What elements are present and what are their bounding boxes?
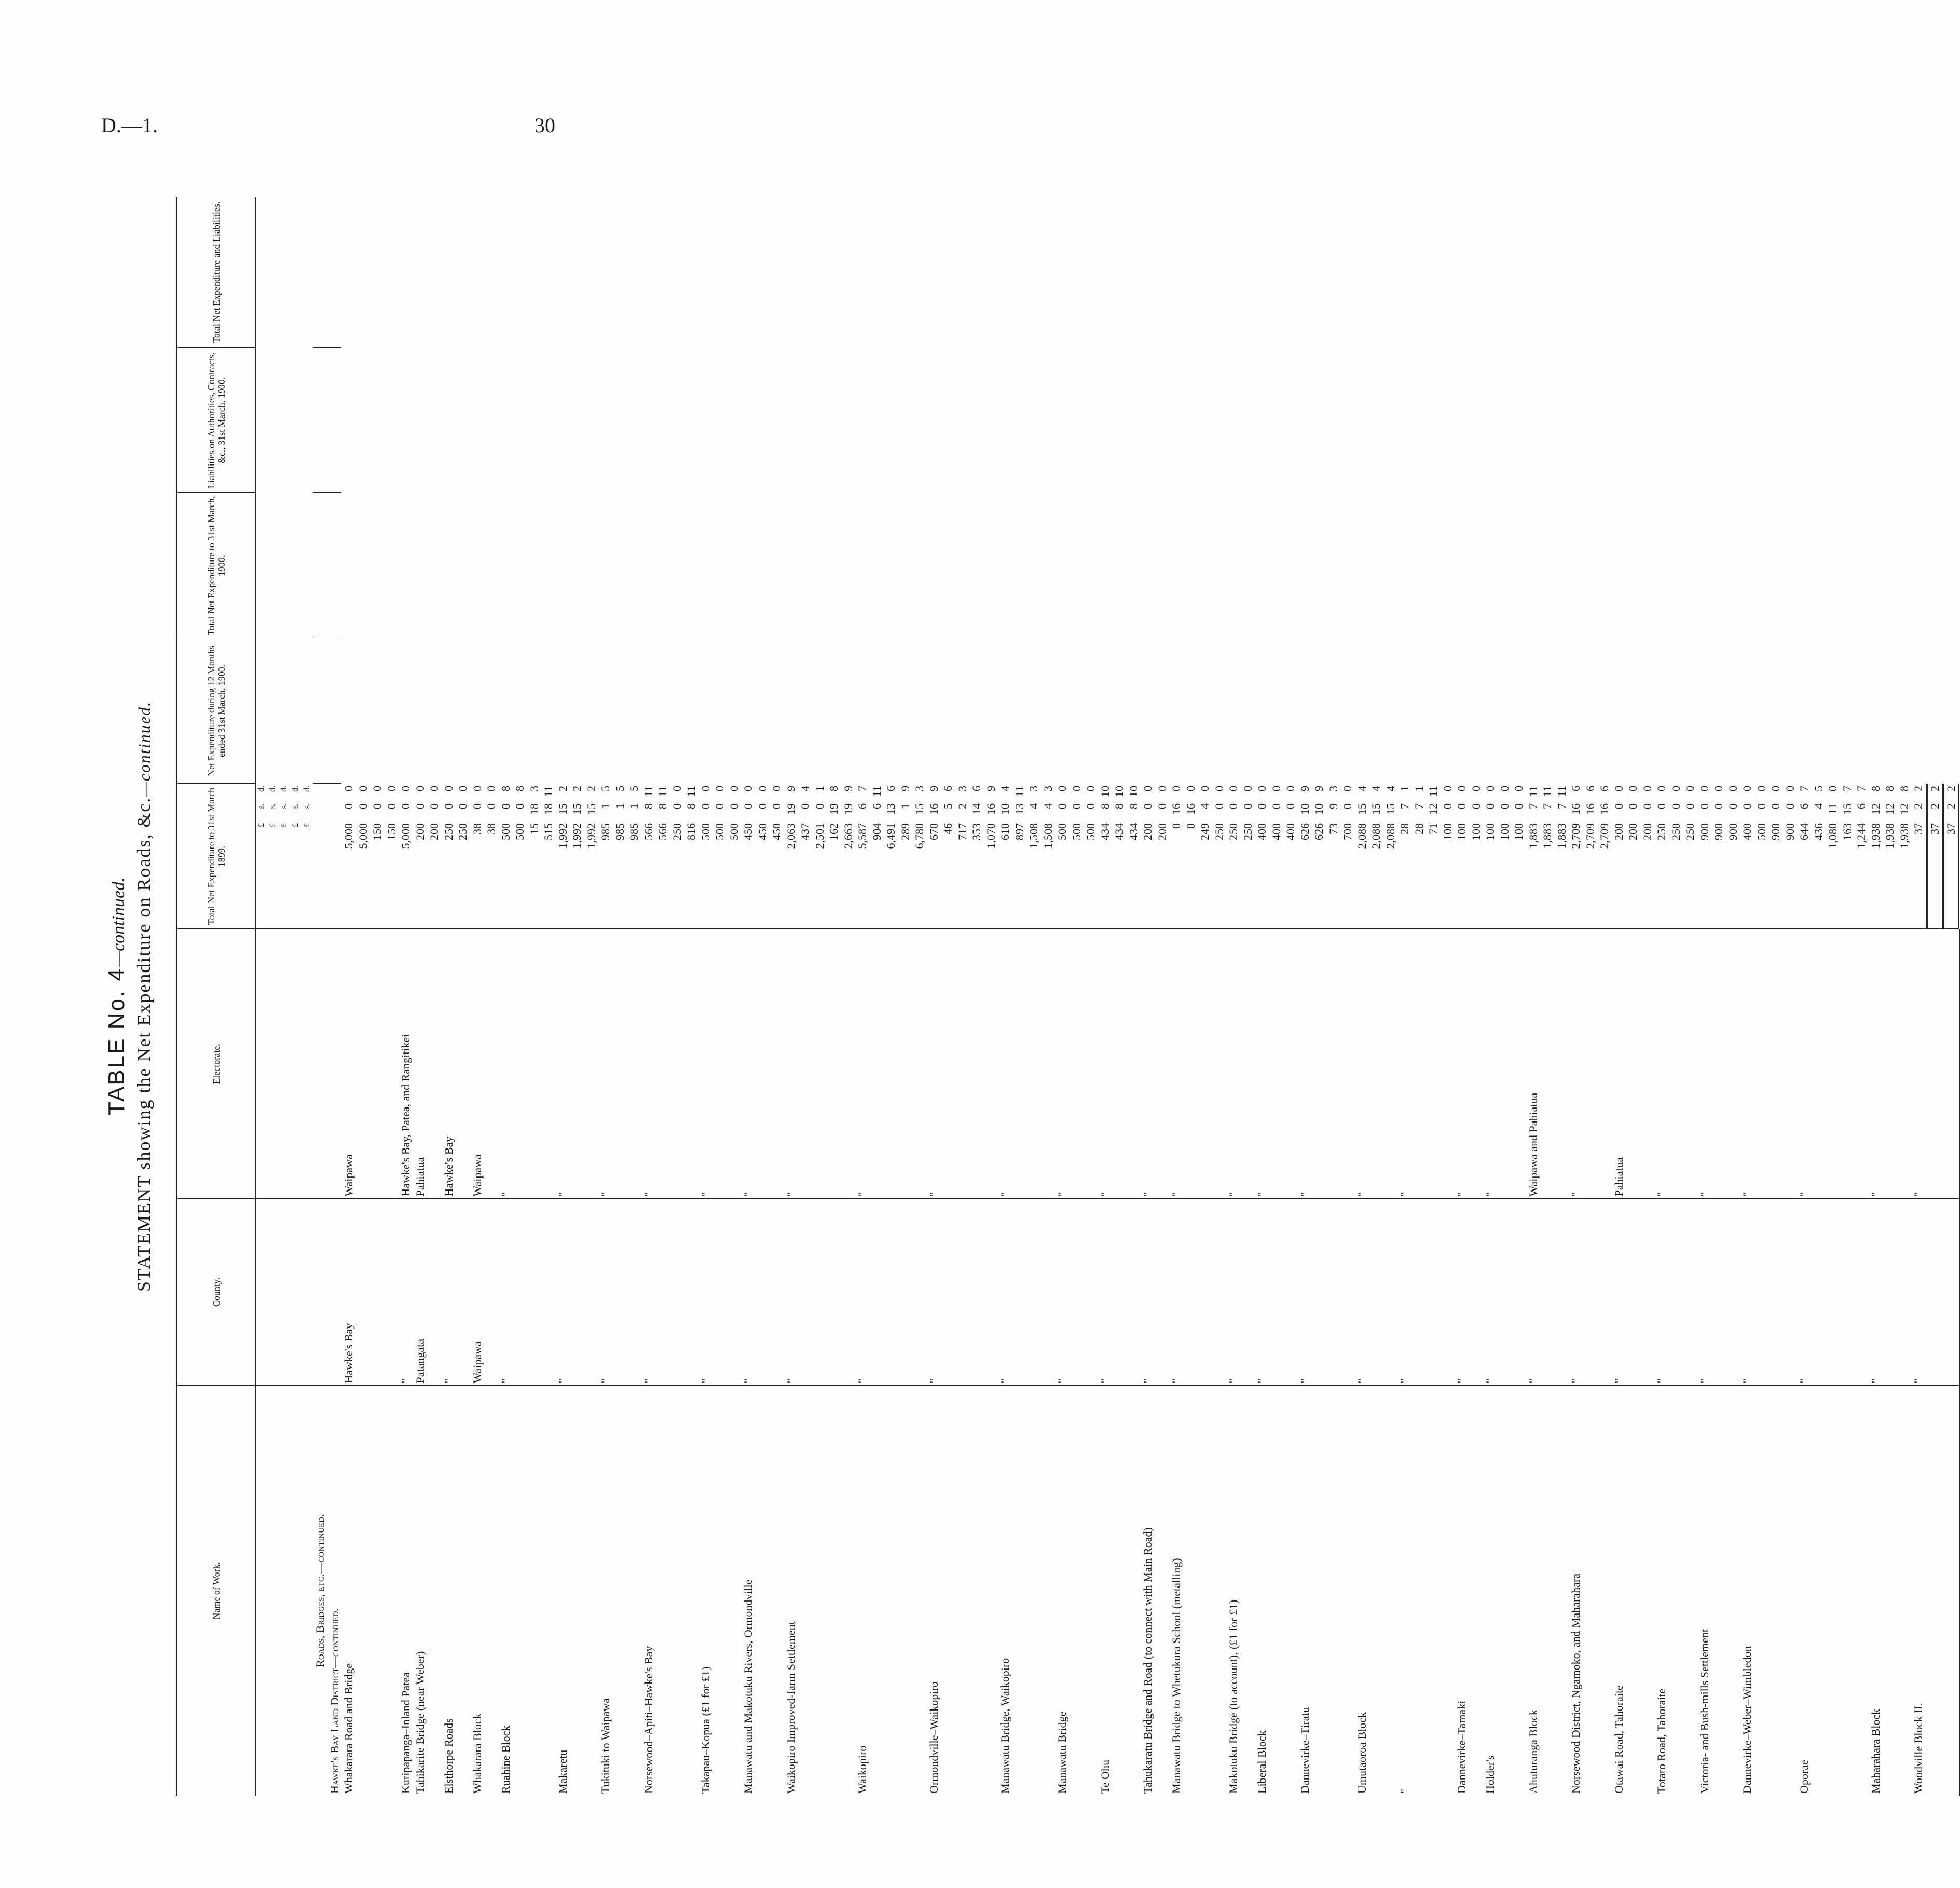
county-name: ": [1869, 1199, 1912, 1386]
electorate-name: ": [1697, 929, 1740, 1199]
table-row: [470, 197, 499, 1796]
amount-tot: 900 0 0: [1726, 784, 1740, 929]
amount-e1900: 28 7 1: [1412, 784, 1427, 929]
amount-e1900: 2,709 16 6: [1583, 784, 1598, 929]
amount-e1900: 250 0 0: [1669, 784, 1683, 929]
electorate-name: ": [1355, 929, 1398, 1199]
column-headers: [177, 197, 256, 1796]
amount-e1899: 2,709 16 6: [1569, 784, 1583, 929]
amount-tot: 100 0 0: [1441, 784, 1455, 929]
work-name: Dannevirke–Tamaki: [1455, 1700, 1468, 1794]
amount-liab: 100 0 0: [1455, 784, 1469, 929]
electorate-name: ": [1869, 929, 1912, 1199]
electorate-name: ": [927, 929, 998, 1199]
amount-e12m: 0 16 0: [1169, 784, 1184, 929]
amount-tot: 434 8 10: [1127, 784, 1141, 929]
county-name: ": [1740, 1199, 1797, 1386]
electorate-name: ": [1569, 929, 1612, 1199]
amount-e12m: 897 13 11: [1012, 784, 1027, 929]
amount-tot: 2,709 16 6: [1597, 784, 1612, 929]
electorate-name: Waipawa: [470, 929, 499, 1199]
amount-e1899: 250 0 0: [1654, 784, 1669, 929]
county-name: ": [784, 1199, 856, 1386]
table-row: [698, 197, 742, 1796]
work-name: Manawatu Bridge to Whetukura School (metalling): [1170, 1558, 1183, 1794]
amount-e1899: 985 1 5: [598, 784, 613, 929]
county-name: ": [1797, 1199, 1869, 1386]
work-name: Tahukaratu Bridge and Road (to connect with Main Road): [1141, 1527, 1154, 1794]
header-liabilities: Liabilities on Authorities, Contracts, &c., 31st March, 1900.: [177, 348, 256, 493]
county-name: ": [1397, 1199, 1455, 1386]
amount-e1899: 5,587 6 7: [855, 784, 870, 929]
county-name: ": [1298, 1199, 1355, 1386]
electorate-name: ": [784, 929, 856, 1199]
page-reference: D.—1.: [101, 114, 158, 137]
work-name: Kuripapanga–Inland Patea: [399, 1672, 412, 1794]
amount-e1900: 900 0 0: [1711, 784, 1726, 929]
amount-liab: 353 14 6: [969, 784, 984, 929]
county-name: ": [1654, 1199, 1697, 1386]
amount-e1900: 2,088 15 4: [1369, 784, 1383, 929]
county-name: ": [698, 1199, 742, 1386]
county-name: ": [399, 1199, 413, 1386]
header-work: Name of Work.: [177, 1386, 256, 1796]
county-name: ": [1569, 1199, 1612, 1386]
county-name: ": [598, 1199, 641, 1386]
amount-tot: 1,070 16 9: [984, 784, 998, 929]
header-electorate: Electorate.: [177, 929, 256, 1199]
rotated-table-block: [104, 197, 1957, 1796]
amount-liab: 15 18 3: [527, 784, 542, 929]
table-row: [1226, 197, 1255, 1796]
electorate-name: ": [1397, 929, 1455, 1199]
amount-e1900: 566 8 11: [655, 784, 670, 929]
electorate-name: ": [1098, 929, 1141, 1199]
amount-e1899: 434 8 10: [1098, 784, 1113, 929]
work-name: Holder's: [1484, 1755, 1497, 1794]
work-name: Waikopiro: [856, 1745, 869, 1794]
work-name: Elsthorpe Roads: [442, 1718, 455, 1794]
electorate-name: ": [855, 929, 927, 1199]
work-name: Tahikarite Bridge (near Weber): [413, 1651, 427, 1794]
header-county: County.: [177, 1199, 256, 1386]
amount-e1899: 1,992 15 2: [556, 784, 570, 929]
amount-tot: 250 0 0: [456, 784, 470, 929]
amount-e1900: 400 0 0: [1269, 784, 1284, 929]
page-number: 30: [534, 114, 555, 137]
work-name: Umutaoroa Block: [1355, 1712, 1368, 1794]
amount-e1900: 100 0 0: [1498, 784, 1512, 929]
table-row: [399, 197, 413, 1796]
electorate-name: ": [698, 929, 742, 1199]
work-name: Norsewood–Apiti–Hawke's Bay: [641, 1646, 655, 1794]
amount-liab: 162 19 8: [827, 784, 841, 929]
table-row: [998, 197, 1055, 1796]
county-name: ": [499, 1199, 556, 1386]
amount-e1899: 500 0 0: [698, 784, 713, 929]
county-name: ": [1697, 1199, 1740, 1386]
table-row: [1869, 197, 1912, 1796]
electorate-name: Pahiatua: [1612, 929, 1655, 1199]
electorate-name: Waipawa and Pahiatua: [1526, 929, 1569, 1199]
work-name: Ruahine Block: [499, 1725, 512, 1794]
amount-liab: 200 0 0: [413, 784, 428, 929]
amount-e1900: 200 0 0: [1626, 784, 1640, 929]
amount-liab: 250 0 0: [1226, 784, 1241, 929]
work-name: Dannevirke–Weber–Wimbledon: [1740, 1646, 1753, 1794]
county-name: ": [1455, 1199, 1483, 1386]
amount-e1899: 400 0 0: [1740, 784, 1755, 929]
amount-e1899: 566 8 11: [641, 784, 656, 929]
work-name: Waikopiro Improved-farm Settlement: [784, 1621, 798, 1794]
table-row: [855, 197, 927, 1796]
work-name: Te Ohu: [1098, 1759, 1112, 1794]
amount-e1899: 5,000 0 0: [341, 784, 356, 929]
table-row: [1397, 197, 1455, 1796]
table-row: [1255, 197, 1298, 1796]
amount-e1899: 28 7 1: [1397, 784, 1412, 929]
county-name: ": [998, 1199, 1055, 1386]
table-row: [499, 197, 556, 1796]
work-name: Manawatu and Makotuku Rivers, Ormondville: [742, 1579, 755, 1794]
amount-e1899: 200 0 0: [1612, 784, 1626, 929]
amount-tot: 400 0 0: [1283, 784, 1298, 929]
amount-e1899: 450 0 0: [741, 784, 756, 929]
electorate-name: ": [1740, 929, 1797, 1199]
table-subtitle: STATEMENT showing the Net Expenditure on Roads, &c.—continued.: [133, 701, 154, 1292]
amount-liab: 38 0 0: [470, 784, 485, 929]
amount-e1900: 1,883 7 11: [1540, 784, 1555, 929]
table-row: [1298, 197, 1355, 1796]
county-name: ": [1055, 1199, 1098, 1386]
work-name: Makaretu: [556, 1749, 569, 1794]
amount-e1899: 644 6 7: [1797, 784, 1812, 929]
amount-e12m: 100 0 0: [1483, 784, 1498, 929]
amount-tot: 1,508 4 3: [1041, 784, 1056, 929]
amount-e1900: 2,501 0 1: [813, 784, 827, 929]
electorate-name: ": [1911, 929, 1959, 1199]
unit-row: £ s. d. £ s. d. £ s. d. £ s. d. £ s. d.: [256, 197, 313, 1796]
electorate-name: ": [1483, 929, 1526, 1199]
amount-e1899: 500 0 8: [499, 784, 513, 929]
amount-tot: 515 18 11: [541, 784, 556, 929]
amount-e1900: 5,000 0 0: [356, 784, 371, 929]
table-row: [741, 197, 784, 1796]
table-title: TABLE No. 4—continued.: [104, 877, 129, 1116]
work-name: Victoria- and Bush-mills Settlement: [1697, 1629, 1711, 1794]
amount-e12m: 436 4 5: [1812, 784, 1826, 929]
electorate-name: ": [1455, 929, 1483, 1199]
header-exp-1899: Total Net Expenditure to 31st March 1899.: [177, 784, 256, 929]
work-name: Totaro Road, Tahoraite: [1655, 1688, 1668, 1794]
amount-tot: 100 0 0: [1512, 784, 1526, 929]
amount-e12m: 500 0 0: [1755, 784, 1769, 929]
county-name: ": [1226, 1199, 1255, 1386]
work-name: Takapau–Kopua (£1 for £1): [698, 1666, 712, 1794]
table-row: [927, 197, 998, 1796]
work-name: Manawatu Bridge, Waikopiro: [998, 1658, 1011, 1794]
electorate-name: ": [556, 929, 599, 1199]
amount-e1900: 6,491 13 6: [884, 784, 898, 929]
electorate-name: ": [1226, 929, 1255, 1199]
amount-e1899: 1,938 12 8: [1869, 784, 1883, 929]
amount-tot: 200 0 0: [427, 784, 442, 929]
county-name: ": [1098, 1199, 1141, 1386]
county-name: ": [1355, 1199, 1398, 1386]
amount-e12m: 437 0 4: [798, 784, 813, 929]
amount-e1900: 1,938 12 8: [1883, 784, 1897, 929]
electorate-name: ": [499, 929, 556, 1199]
expenditure-table: [176, 197, 1960, 1796]
amount-tot: 450 0 0: [770, 784, 784, 929]
work-name: Woodville Block II.: [1911, 1386, 1959, 1796]
amount-e1900: 900 0 0: [1769, 784, 1783, 929]
electorate-name: ": [1654, 929, 1697, 1199]
amount-tot: 1,992 15 2: [584, 784, 599, 929]
amount-liab: 249 4 0: [1198, 784, 1212, 929]
table-row: [413, 197, 442, 1796]
table-row: [1455, 197, 1483, 1796]
electorate-name: ": [1797, 929, 1869, 1199]
table-row: [1355, 197, 1398, 1796]
amount-tot: 1,883 7 11: [1555, 784, 1569, 929]
amount-tot: 2,088 15 4: [1383, 784, 1398, 929]
amount-tot: 1,244 6 7: [1854, 784, 1869, 929]
electorate-name: ": [998, 929, 1055, 1199]
table-row: [556, 197, 599, 1796]
county-name: ": [641, 1199, 698, 1386]
amount-e1900: 500 0 8: [513, 784, 527, 929]
amount-tot: 700 0 0: [1340, 784, 1355, 929]
electorate-name: ": [1298, 929, 1355, 1199]
table-row: [598, 197, 641, 1796]
amount-e1900: 985 1 5: [613, 784, 627, 929]
county-name: Waipawa: [470, 1199, 499, 1386]
county-name: ": [1483, 1199, 1526, 1386]
electorate-name: Hawke's Bay: [442, 929, 470, 1199]
district-heading: Hawke's Bay Land District—continued.: [327, 1608, 341, 1794]
amount-e1900: 1,080 11 0: [1826, 784, 1840, 929]
work-name: Maharahara Block: [1869, 1708, 1882, 1794]
work-name: Makotuku Bridge (to account), (£1 for £1): [1227, 1599, 1240, 1794]
work-name: Whakarara Road and Bridge: [342, 1663, 355, 1794]
electorate-name: ": [598, 929, 641, 1199]
district-heading-row: [327, 197, 342, 1796]
electorate-name: ": [1169, 929, 1226, 1199]
amount-e1899: 2,063 19 9: [784, 784, 799, 929]
amount-tot: 200 0 0: [1640, 784, 1655, 929]
amount-e1900: 626 10 9: [1312, 784, 1326, 929]
county-name: ": [1911, 1199, 1959, 1386]
amount-e1900: 717 2 3: [955, 784, 970, 929]
electorate-name: ": [1141, 929, 1169, 1199]
amount-e1900: 450 0 0: [756, 784, 770, 929]
section-heading: Roads, Bridges, etc.—continued.: [313, 1514, 326, 1667]
table-row: [1569, 197, 1612, 1796]
amount-tot: 250 0 0: [1212, 784, 1227, 929]
amount-e1899: 626 10 9: [1298, 784, 1312, 929]
amount-tot: 900 0 0: [1783, 784, 1798, 929]
amount-e1900: 0 16 0: [1184, 784, 1198, 929]
amount-e12m: 904 6 11: [870, 784, 884, 929]
amount-liab: 250 0 0: [670, 784, 684, 929]
amount-e1900: 500 0 0: [712, 784, 727, 929]
header-total: Total Net Expenditure and Liabilities.: [177, 197, 256, 348]
work-name: Manawatu Bridge: [1056, 1711, 1068, 1794]
amount-liab: 200 0 0: [1141, 784, 1155, 929]
electorate-name: Hawke's Bay, Patea, and Rangitikei: [399, 929, 413, 1199]
county-name: ": [855, 1199, 927, 1386]
electorate-name: ": [641, 929, 698, 1199]
work-name: Dannevirke–Tiratu: [1298, 1707, 1311, 1794]
work-name: Tukituki to Waipawa: [599, 1698, 612, 1794]
table-row: [1654, 197, 1697, 1796]
table-row: [1911, 197, 1959, 1796]
amount-tot: 2,663 19 9: [841, 784, 856, 929]
table-row: [341, 197, 399, 1796]
electorate-name: ": [1055, 929, 1098, 1199]
amount-e1899: 500 0 0: [1055, 784, 1070, 929]
amount-e1899: 2,088 15 4: [1355, 784, 1369, 929]
county-name: ": [1169, 1199, 1226, 1386]
amount-tot: 6,780 15 3: [912, 784, 927, 929]
table-row: [1483, 197, 1526, 1796]
county-name: ": [1141, 1199, 1169, 1386]
electorate-name: ": [741, 929, 784, 1199]
amount-tot: 500 0 0: [1084, 784, 1098, 929]
amount-tot: 38 0 0: [484, 784, 499, 929]
amount-e1900: 37 2 2: [1928, 784, 1943, 929]
amount-liab: 150 0 0: [370, 784, 385, 929]
amount-liab: 73 9 3: [1326, 784, 1341, 929]
amount-tot: 150 0 0: [385, 784, 399, 929]
amount-e1900: 500 0 0: [1070, 784, 1084, 929]
county-name: ": [1526, 1199, 1569, 1386]
amount-e1900: 1,508 4 3: [1026, 784, 1041, 929]
electorate-name: ": [1255, 929, 1298, 1199]
table-row: [784, 197, 856, 1796]
county-name: Patangata: [413, 1199, 442, 1386]
work-name: Liberal Block: [1255, 1730, 1268, 1794]
work-name: Ormondville–Waikopiro: [927, 1681, 940, 1794]
amount-tot: 985 1 5: [627, 784, 641, 929]
electorate-name: Pahiatua: [413, 929, 442, 1199]
amount-liab: 289 1 9: [898, 784, 913, 929]
work-name: Otawai Road, Tahoraite: [1612, 1685, 1625, 1794]
county-name: ": [1255, 1199, 1298, 1386]
amount-e12m: 46 5 6: [941, 784, 955, 929]
amount-e1899: 670 16 9: [927, 784, 941, 929]
table-row: [1169, 197, 1226, 1796]
table-row: [1697, 197, 1740, 1796]
amount-tot: 1,938 12 8: [1897, 784, 1912, 929]
amount-e1900: 434 8 10: [1112, 784, 1127, 929]
amount-e1899: 900 0 0: [1697, 784, 1712, 929]
amount-liab: 71 12 11: [1426, 784, 1441, 929]
section-heading-row: [313, 197, 327, 1796]
work-name: Ahuturanga Block: [1526, 1709, 1540, 1794]
table-row: [1055, 197, 1098, 1796]
amount-tot: 100 0 0: [1469, 784, 1484, 929]
amount-tot: 500 0 0: [727, 784, 742, 929]
table-row: [1612, 197, 1655, 1796]
table-row: [442, 197, 470, 1796]
amount-e1899: 1,883 7 11: [1526, 784, 1541, 929]
electorate-name: Waipawa: [341, 929, 399, 1199]
table-row: [1740, 197, 1797, 1796]
table-row: [1526, 197, 1569, 1796]
amount-tot: 250 0 0: [1683, 784, 1697, 929]
header-exp-12-months: Net Expenditure during 12 Months ended 31st March, 1900.: [177, 638, 256, 784]
amount-tot: 200 0 0: [1155, 784, 1170, 929]
table-row: [641, 197, 698, 1796]
work-name: Norsewood District, Ngamoko, and Maharahara: [1569, 1574, 1582, 1794]
header-exp-1900: Total Net Expenditure to 31st March, 1900.: [177, 493, 256, 638]
amount-e1899: 610 10 4: [998, 784, 1012, 929]
table-row: [1098, 197, 1141, 1796]
county-name: ": [1612, 1199, 1655, 1386]
table-row: [1797, 197, 1869, 1796]
county-name: ": [442, 1199, 470, 1386]
amount-tot: 37 2 2: [1944, 784, 1959, 929]
amount-e1900: 1,992 15 2: [570, 784, 584, 929]
amount-e1899: 37 2 2: [1911, 784, 1927, 929]
county-name: ": [556, 1199, 599, 1386]
amount-tot: 250 0 0: [1241, 784, 1255, 929]
county-name: ": [741, 1199, 784, 1386]
amount-liab: 250 0 0: [442, 784, 456, 929]
table-row: [1141, 197, 1169, 1796]
county-name: ": [927, 1199, 998, 1386]
amount-tot: 816 8 11: [684, 784, 698, 929]
county-name: Hawke's Bay: [341, 1199, 399, 1386]
work-name: Whakarara Block: [470, 1713, 484, 1794]
amount-e1899: 400 0 0: [1255, 784, 1269, 929]
amount-liab: 163 15 7: [1840, 784, 1855, 929]
work-name: ": [1398, 1789, 1411, 1794]
work-name: Oporae: [1798, 1760, 1811, 1794]
amount-tot: 5,000 0 0: [399, 784, 413, 929]
